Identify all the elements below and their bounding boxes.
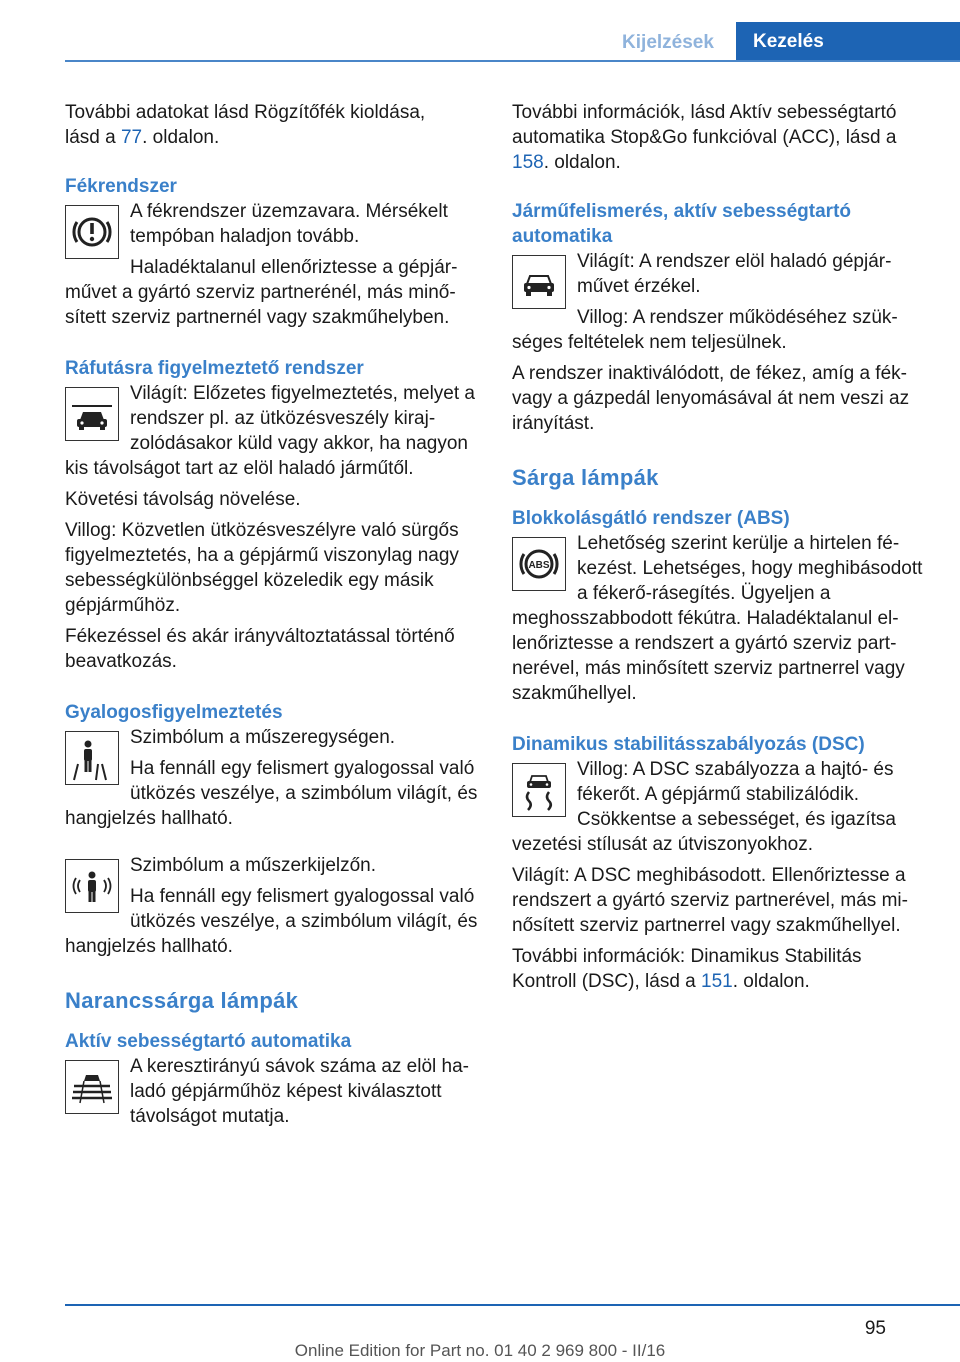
vehicle-detect-text-2: Villog: A rendszer működéséhez szükséges feltételek nem teljesülnek. xyxy=(512,307,898,353)
svg-text:ABS: ABS xyxy=(528,560,550,571)
dsc-text-3: További információk: Dinamikus Stabilitás Kontroll (DSC), lásd a 151. oldalon. xyxy=(512,946,862,992)
vehicle-detection-icon xyxy=(512,255,566,309)
collision-warning-car-icon xyxy=(65,387,119,441)
brake-block xyxy=(65,199,479,330)
collision-text-1: Világít: Előzetes figyelmeztetés, melyet a rendszer pl. az ütközésveszély kirajzolódásakor küld vagy akkor, ha nagyon kis távolságot tart az elöl haladó járműtől. xyxy=(65,383,475,479)
pedestrian-block-1 xyxy=(65,725,479,831)
page-link-77[interactable]: 77 xyxy=(120,127,143,148)
abs-icon xyxy=(512,537,566,591)
section-title-rafutas: Ráfutásra figyelmeztető rendszer xyxy=(65,358,364,379)
acc-block xyxy=(65,1054,479,1129)
acc-distance-icon xyxy=(65,1060,119,1114)
section-title-gyalogos: Gyalogosfigyelmeztetés xyxy=(65,702,283,723)
section-title-abs: Blokkolásgátló rendszer (ABS) xyxy=(512,508,790,529)
tab-kezeles[interactable] xyxy=(736,22,960,60)
header-rule xyxy=(65,60,960,62)
brake-warning-icon xyxy=(65,205,119,259)
pedestrian-sound-icon xyxy=(65,859,119,913)
pedestrian-text-2: Ha fennáll egy felismert gyalogossal való ütközés veszélye, a szimbólum világít, és hangjelzés hallható. xyxy=(65,758,478,829)
dsc-block xyxy=(512,757,926,994)
tab-kijelzesek[interactable]: Kijelzések xyxy=(622,32,714,53)
collision-block xyxy=(65,381,479,674)
intro-paragraph: További adatokat lásd Rögzítőfék kioldása, lásd a 77. oldalon. xyxy=(65,102,426,148)
pedestrian-text-3: Szimbólum a műszerkijelzőn. xyxy=(130,855,377,876)
section-title-dsc: Dinamikus stabilitásszabályozás (DSC) xyxy=(512,734,865,755)
page-link-151[interactable]: 151 xyxy=(701,971,733,992)
acc-text: A keresztirányú sávok száma az elöl haladó gépjárműhöz képest kiválasztott távolságot mutatja. xyxy=(130,1056,469,1127)
section-title-fekrendszer: Fékrendszer xyxy=(65,176,177,197)
collision-text-2: Követési távolság növelése. xyxy=(65,489,301,510)
page-link-158[interactable]: 158 xyxy=(512,152,544,173)
abs-block xyxy=(512,531,926,706)
pedestrian-icon xyxy=(65,731,119,785)
right-intro-paragraph: További információk, lásd Aktív sebességtartó automatika Stop&Go funkcióval (ACC), lásd a 158. oldalon. xyxy=(512,102,897,173)
abs-text: Lehetőség szerint kerülje a hirtelen fékezést. Lehetséges, hogy meghibásodott a fékerő-rásegítés. Ügyeljen a meghosszabbodott fékútra. Haladéktalanul ellenőriztesse a rendszert a gyártó szerviz partnerével, más minősített szerviz partnerrel vagy szakműhellyel. xyxy=(512,533,923,704)
section-title-sarga: Sárga lámpák xyxy=(512,465,659,490)
vehicle-detect-text-1: Világít: A rendszer elöl haladó gépjárművet érzékel. xyxy=(577,251,892,297)
page-number: 95 xyxy=(864,1318,886,1339)
pedestrian-block-2 xyxy=(65,853,479,959)
section-title-jarmu: Járműfelismerés, aktív sebességtartó automatika xyxy=(512,201,852,247)
tab-kezeles-label: Kezelés xyxy=(753,31,824,52)
section-title-narancs: Narancssárga lámpák xyxy=(65,988,299,1013)
dsc-text-2: Világít: A DSC meghibásodott. Ellenőriztesse a rendszert a gyártó szerviz partnerével, más minősített szerviz partnerrel vagy szakműhellyel. xyxy=(512,865,908,936)
vehicle-detect-text-3: A rendszer inaktiválódott, de fékez, amíg a fék- vagy a gázpedál lenyomásával át nem veszi az irányítást. xyxy=(512,363,910,434)
left-column xyxy=(65,100,479,1129)
right-column xyxy=(512,100,926,994)
collision-text-3: Villog: Közvetlen ütközésveszélyre való sürgős figyelmeztetés, ha a gépjármű viszonylag nagy sebességkülönbséggel közeledik egy másik gépjárműhöz. xyxy=(65,520,459,616)
brake-text-1: A fékrendszer üzemzavara. Mérsékelt tempóban haladjon tovább. xyxy=(130,201,448,247)
vehicle-detect-block xyxy=(512,249,926,436)
section-title-acc: Aktív sebességtartó automatika xyxy=(65,1031,352,1052)
pedestrian-text-1: Szimbólum a műszeregységen. xyxy=(130,727,396,748)
dsc-skid-car-icon xyxy=(512,763,566,817)
dsc-text-1: Villog: A DSC szabályozza a hajtó- és fékerőt. A gépjármű stabilizálódik. Csökkentse a sebességet, és igazítsa vezetési stílusát az útviszonyokhoz. xyxy=(512,759,896,855)
pedestrian-text-4: Ha fennáll egy felismert gyalogossal való ütközés veszélye, a szimbólum világít, és hangjelzés hallható. xyxy=(65,886,478,957)
brake-text-2: Haladéktalanul ellenőriztesse a gépjárművet a gyártó szerviz partnerénél, más minősített szerviz partnernél vagy szakműhelyben. xyxy=(65,257,458,328)
collision-text-4: Fékezéssel és akár irányváltoztatással történő beavatkozás. xyxy=(65,626,455,672)
footer-rule xyxy=(65,1304,960,1306)
edition-footer: Online Edition for Part no. 01 40 2 969 800 - II/16 xyxy=(294,1341,666,1360)
